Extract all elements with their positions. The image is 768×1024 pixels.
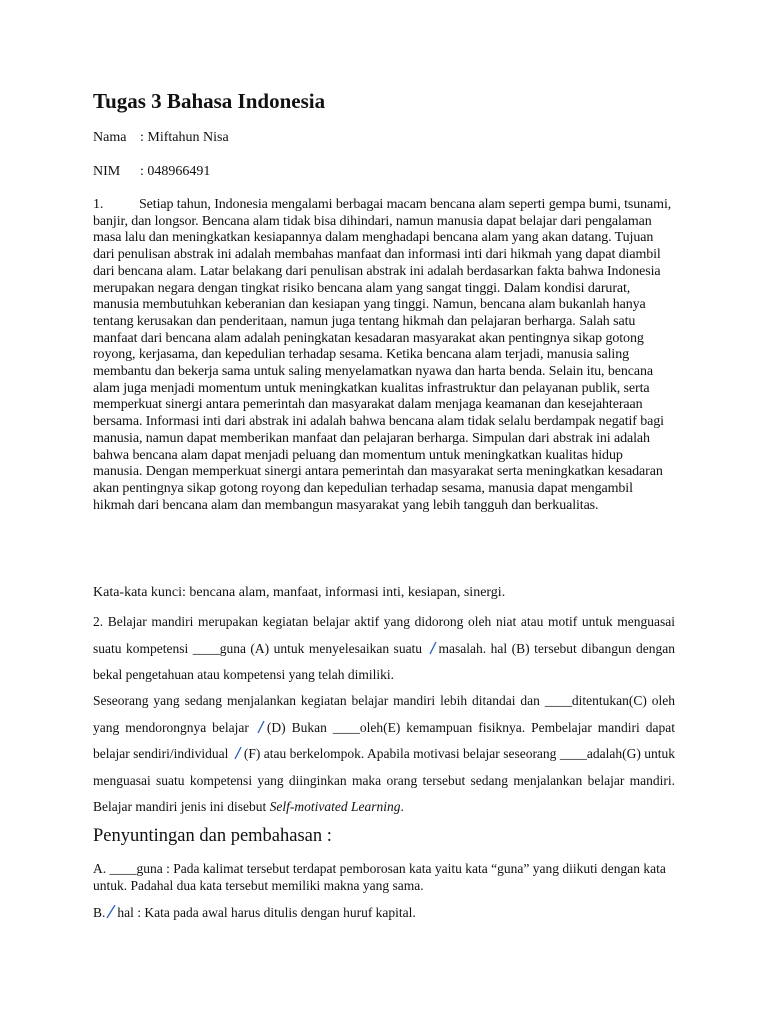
name-line	[93, 129, 229, 146]
edit-mark-icon	[105, 905, 117, 919]
question2-text-d: (D) Bukan ____oleh(E) kemampuan fisiknya. Pembelajar mandiri dapat belajar sendiri/individual	[93, 719, 675, 761]
editing-item-a: A. ____guna : Pada kalimat tersebut terdapat pemborosan kata yaitu kata “guna” yang diikuti dengan kata untuk. Padahal dua kata tersebut memiliki makna yang sama.	[93, 861, 666, 893]
question2-text-a: 2. Belajar mandiri merupakan kegiatan belajar aktif yang didorong oleh niat atau motif untuk menguasai suatu kompetensi ____guna (A) untuk menyelesaikan suatu	[93, 614, 675, 656]
question2-text-end: .	[400, 799, 404, 814]
edit-mark-icon	[232, 746, 244, 760]
question2-paragraph-2	[93, 688, 675, 821]
name-label: Nama	[93, 130, 127, 145]
question2-text-c: Seseorang yang sedang menjalankan kegiatan belajar mandiri lebih ditandai dan ____ditentukan(C) oleh yang mendorongnya belajar	[93, 693, 675, 735]
editing-heading: Penyuntingan dan pembahasan :	[93, 826, 332, 846]
editing-item-b-prefix: B.	[93, 905, 106, 920]
question2-italic-term: Self-motivated Learning	[269, 799, 401, 814]
abstract-number: 1.	[93, 197, 104, 212]
editing-item-b	[93, 904, 416, 921]
nim-line	[93, 163, 210, 180]
editing-item-b-text: hal : Kata pada awal harus ditulis dengan huruf kapital.	[117, 905, 416, 920]
abstract-text: Setiap tahun, Indonesia mengalami berbagai macam bencana alam seperti gempa bumi, tsunami, banjir, dan longsor. Bencana alam tidak bisa dihindari, namun manusia dapat belajar dari pengalaman masa lalu dan meningkatkan kesiapannya dalam menghadapi bencana alam yang akan datang. Tujuan dari penulisan abstrak ini adalah membahas manfaat dan informasi inti dari hikmah yang dapat diambil dari bencana alam. Latar belakang dari penulisan abstrak ini adalah berdasarkan fakta bahwa Indonesia merupakan negara dengan tingkat risiko bencana alam yang sangat tinggi. Dalam kondisi darurat, manusia membutuhkan keberanian dan kesiapan yang tinggi. Namun, bencana alam bukanlah hanya tentang kerusakan dan penderitaan, namun juga tentang hikmah dan pelajaran berharga. Salah satu manfaat dari bencana alam adalah peningkatan kesadaran masyarakat akan pentingnya sikap gotong royong, kerjasama, dan kepedulian terhadap sesama. Ketika bencana alam terjadi, manusia saling membantu dan bekerja sama untuk saling menyelamatkan nyawa dan harta benda. Selain itu, bencana alam juga menjadi momentum untuk meningkatkan kualitas infrastruktur dan pelayanan publik, serta memperkuat sinergi antara pemerintah dan masyarakat dalam menjaga keamanan dan kesejahteraan bersama. Informasi inti dari abstrak ini adalah bahwa bencana alam tidak selalu berdampak negatif bagi manusia, namun dapat memberikan manfaat dan pelajaran berharga. Simpulan dari abstrak ini adalah bahwa bencana alam dapat menjadi peluang dan momentum untuk meningkatkan kualitas hidup manusia. Dengan memperkuat sinergi antara pemerintah dan masyarakat serta meningkatkan kesadaran akan pentingnya sikap gotong royong dan kepedulian terhadap sesama, manusia dapat mengambil hikmah dari bencana alam dan membangun masyarakat yang lebih tangguh dan berkualitas.	[93, 197, 672, 513]
edit-mark-icon	[255, 720, 267, 734]
abstract-paragraph	[93, 197, 675, 514]
keywords-line: Kata-kata kunci: bencana alam, manfaat, informasi inti, kesiapan, sinergi.	[93, 585, 506, 600]
question2-paragraph	[93, 609, 675, 689]
question2-text-e: (F) atau berkelompok. Apabila motivasi belajar seseorang ____adalah(G) untuk menguasai suatu kompetensi yang diinginkan maka orang tersebut sedang menjalankan belajar mandiri. Belajar mandiri jenis ini disebut	[93, 746, 676, 814]
nim-value: : 048966491	[140, 164, 211, 179]
nim-label: NIM	[93, 164, 121, 179]
document-title: Tugas 3 Bahasa Indonesia	[93, 89, 326, 113]
question2-text-b: masalah. hal (B) tersebut dibangun dengan bekal pengetahuan atau kompetensi yang telah dimiliki.	[93, 640, 675, 682]
edit-mark-icon	[427, 641, 439, 655]
name-value: : Miftahun Nisa	[140, 130, 229, 145]
